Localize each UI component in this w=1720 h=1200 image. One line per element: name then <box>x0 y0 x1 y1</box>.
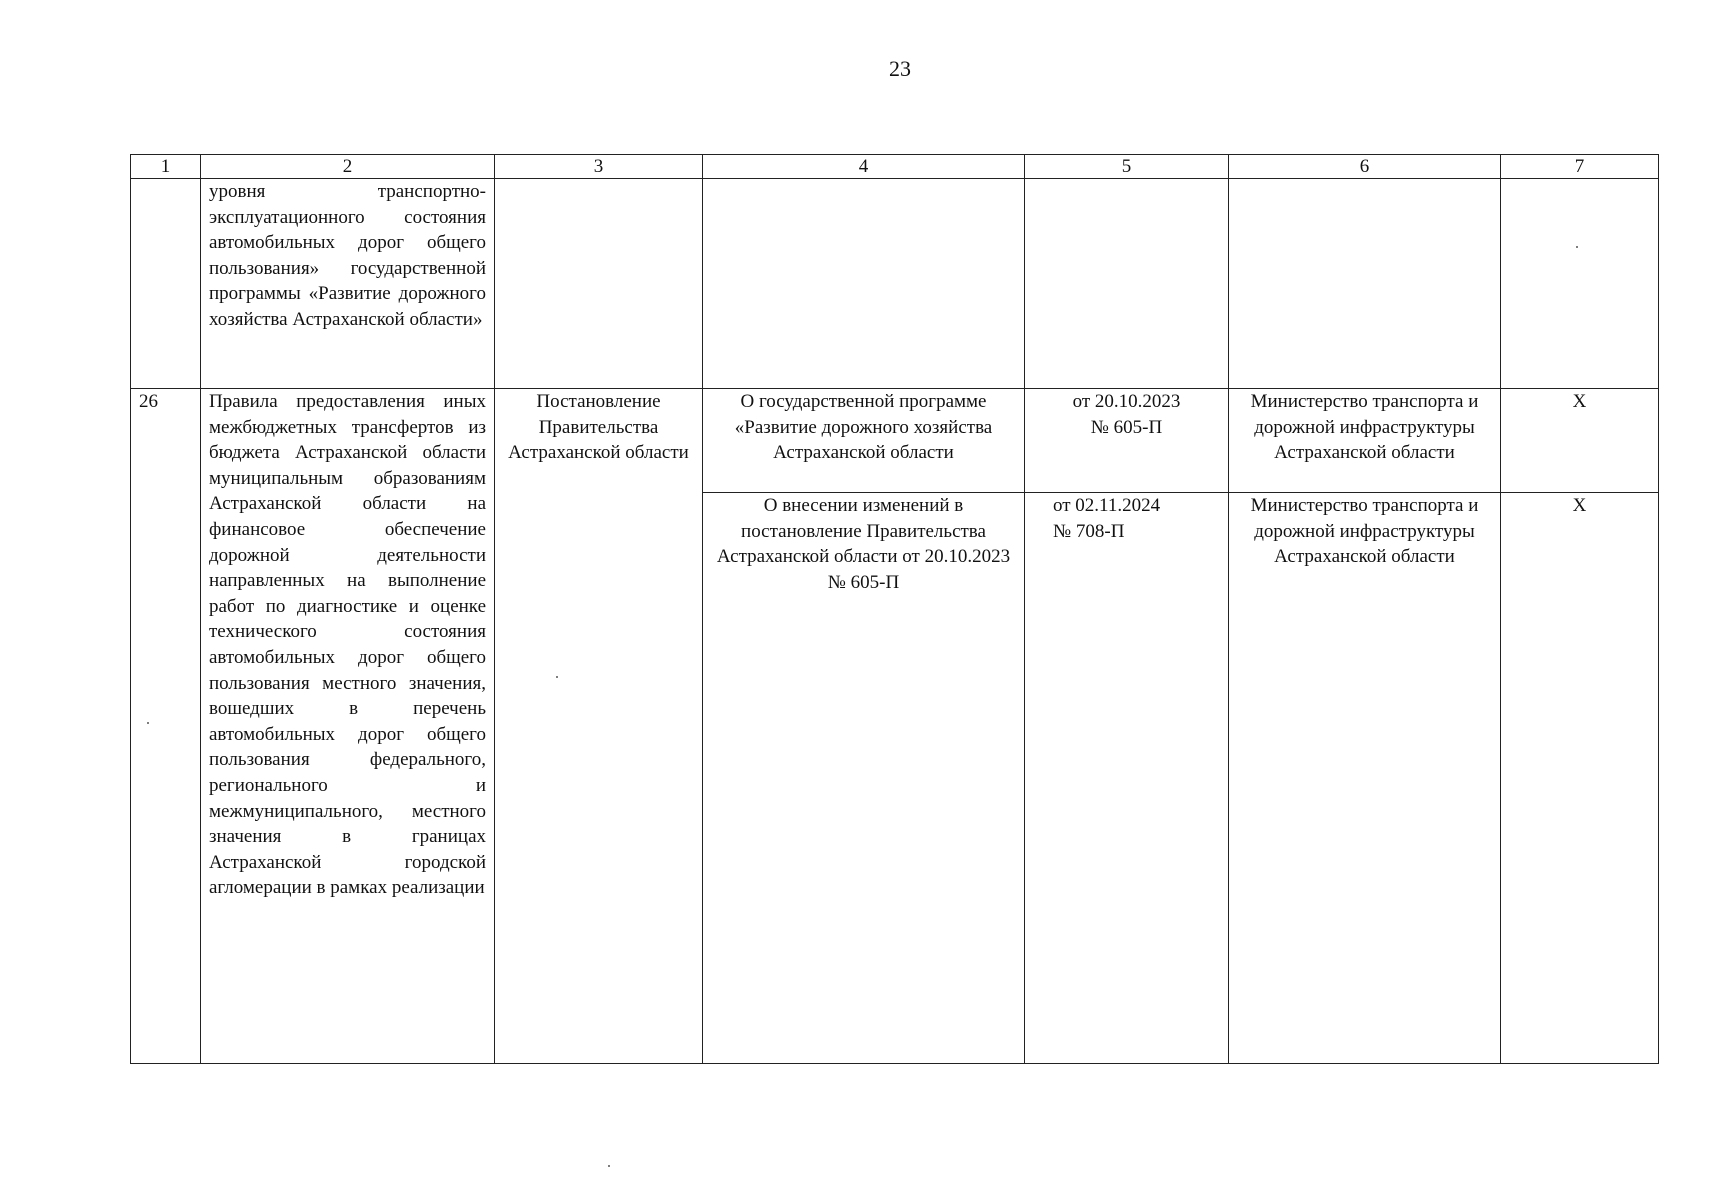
continuation-mark-cell <box>1501 179 1659 389</box>
entry-title: Правила предоставления иных межбюджетных трансфертов из бюджета Астраханской области муниципальным образованиям Астраханской области на финансовое обеспечение дорожной деятельности направленных на выполнение работ по диагностике и оценке технического состояния автомобильных дорог общего пользования местного значения, вошедших в перечень автомобильных дорог общего пользования федерального, регионального и межмуниципального, местного значения в границах Астраханской городской агломерации в рамках реализации <box>201 389 495 1064</box>
continuation-row <box>131 179 1659 389</box>
act-1-date: от 20.10.2023 <box>1072 391 1181 412</box>
entry-number: 26 <box>131 389 201 1064</box>
column-header-1: 1 <box>131 155 201 179</box>
scan-speck <box>147 722 149 724</box>
act-2-name: О внесении изменений в постановление Правительства Астраханской области от 20.10.2023 № 605-П <box>703 493 1025 1064</box>
column-header-3: 3 <box>495 155 703 179</box>
entry-doc-type: Постановление Правительства Астраханской области <box>495 389 703 1064</box>
regulations-table <box>130 154 1659 1064</box>
continuation-act-name-cell <box>703 179 1025 389</box>
act-1-number: № 605-П <box>1090 416 1163 438</box>
scan-speck <box>556 676 558 678</box>
act-2-date: от 02.11.2024 <box>1053 495 1161 516</box>
continuation-doc-type-cell <box>495 179 703 389</box>
act-1-date-number <box>1025 389 1229 493</box>
scan-speck <box>608 1165 610 1167</box>
act-2-mark: Х <box>1501 493 1659 1064</box>
scan-speck <box>1576 246 1578 248</box>
continuation-date-cell <box>1025 179 1229 389</box>
column-header-4: 4 <box>703 155 1025 179</box>
entry-26-row-1 <box>131 389 1659 493</box>
act-1-mark: Х <box>1501 389 1659 493</box>
act-2-date-number <box>1025 493 1229 1064</box>
page-number: 23 <box>889 56 911 81</box>
act-2-number: № 708-П <box>1053 520 1125 542</box>
column-number-row <box>131 155 1659 179</box>
column-header-6: 6 <box>1229 155 1501 179</box>
act-1-name: О государственной программе «Развитие дорожного хозяйства Астраханской области <box>703 389 1025 493</box>
continuation-number-cell <box>131 179 201 389</box>
column-header-2: 2 <box>201 155 495 179</box>
continuation-title-cell: уровня транспортно-эксплуатационного состояния автомобильных дорог общего пользования» государственной программы «Развитие дорожного хозяйства Астраханской области» <box>201 179 495 389</box>
column-header-5: 5 <box>1025 155 1229 179</box>
act-2-agency: Министерство транспорта и дорожной инфраструктуры Астраханской области <box>1229 493 1501 1064</box>
act-1-agency: Министерство транспорта и дорожной инфраструктуры Астраханской области <box>1229 389 1501 493</box>
continuation-agency-cell <box>1229 179 1501 389</box>
column-header-7: 7 <box>1501 155 1659 179</box>
